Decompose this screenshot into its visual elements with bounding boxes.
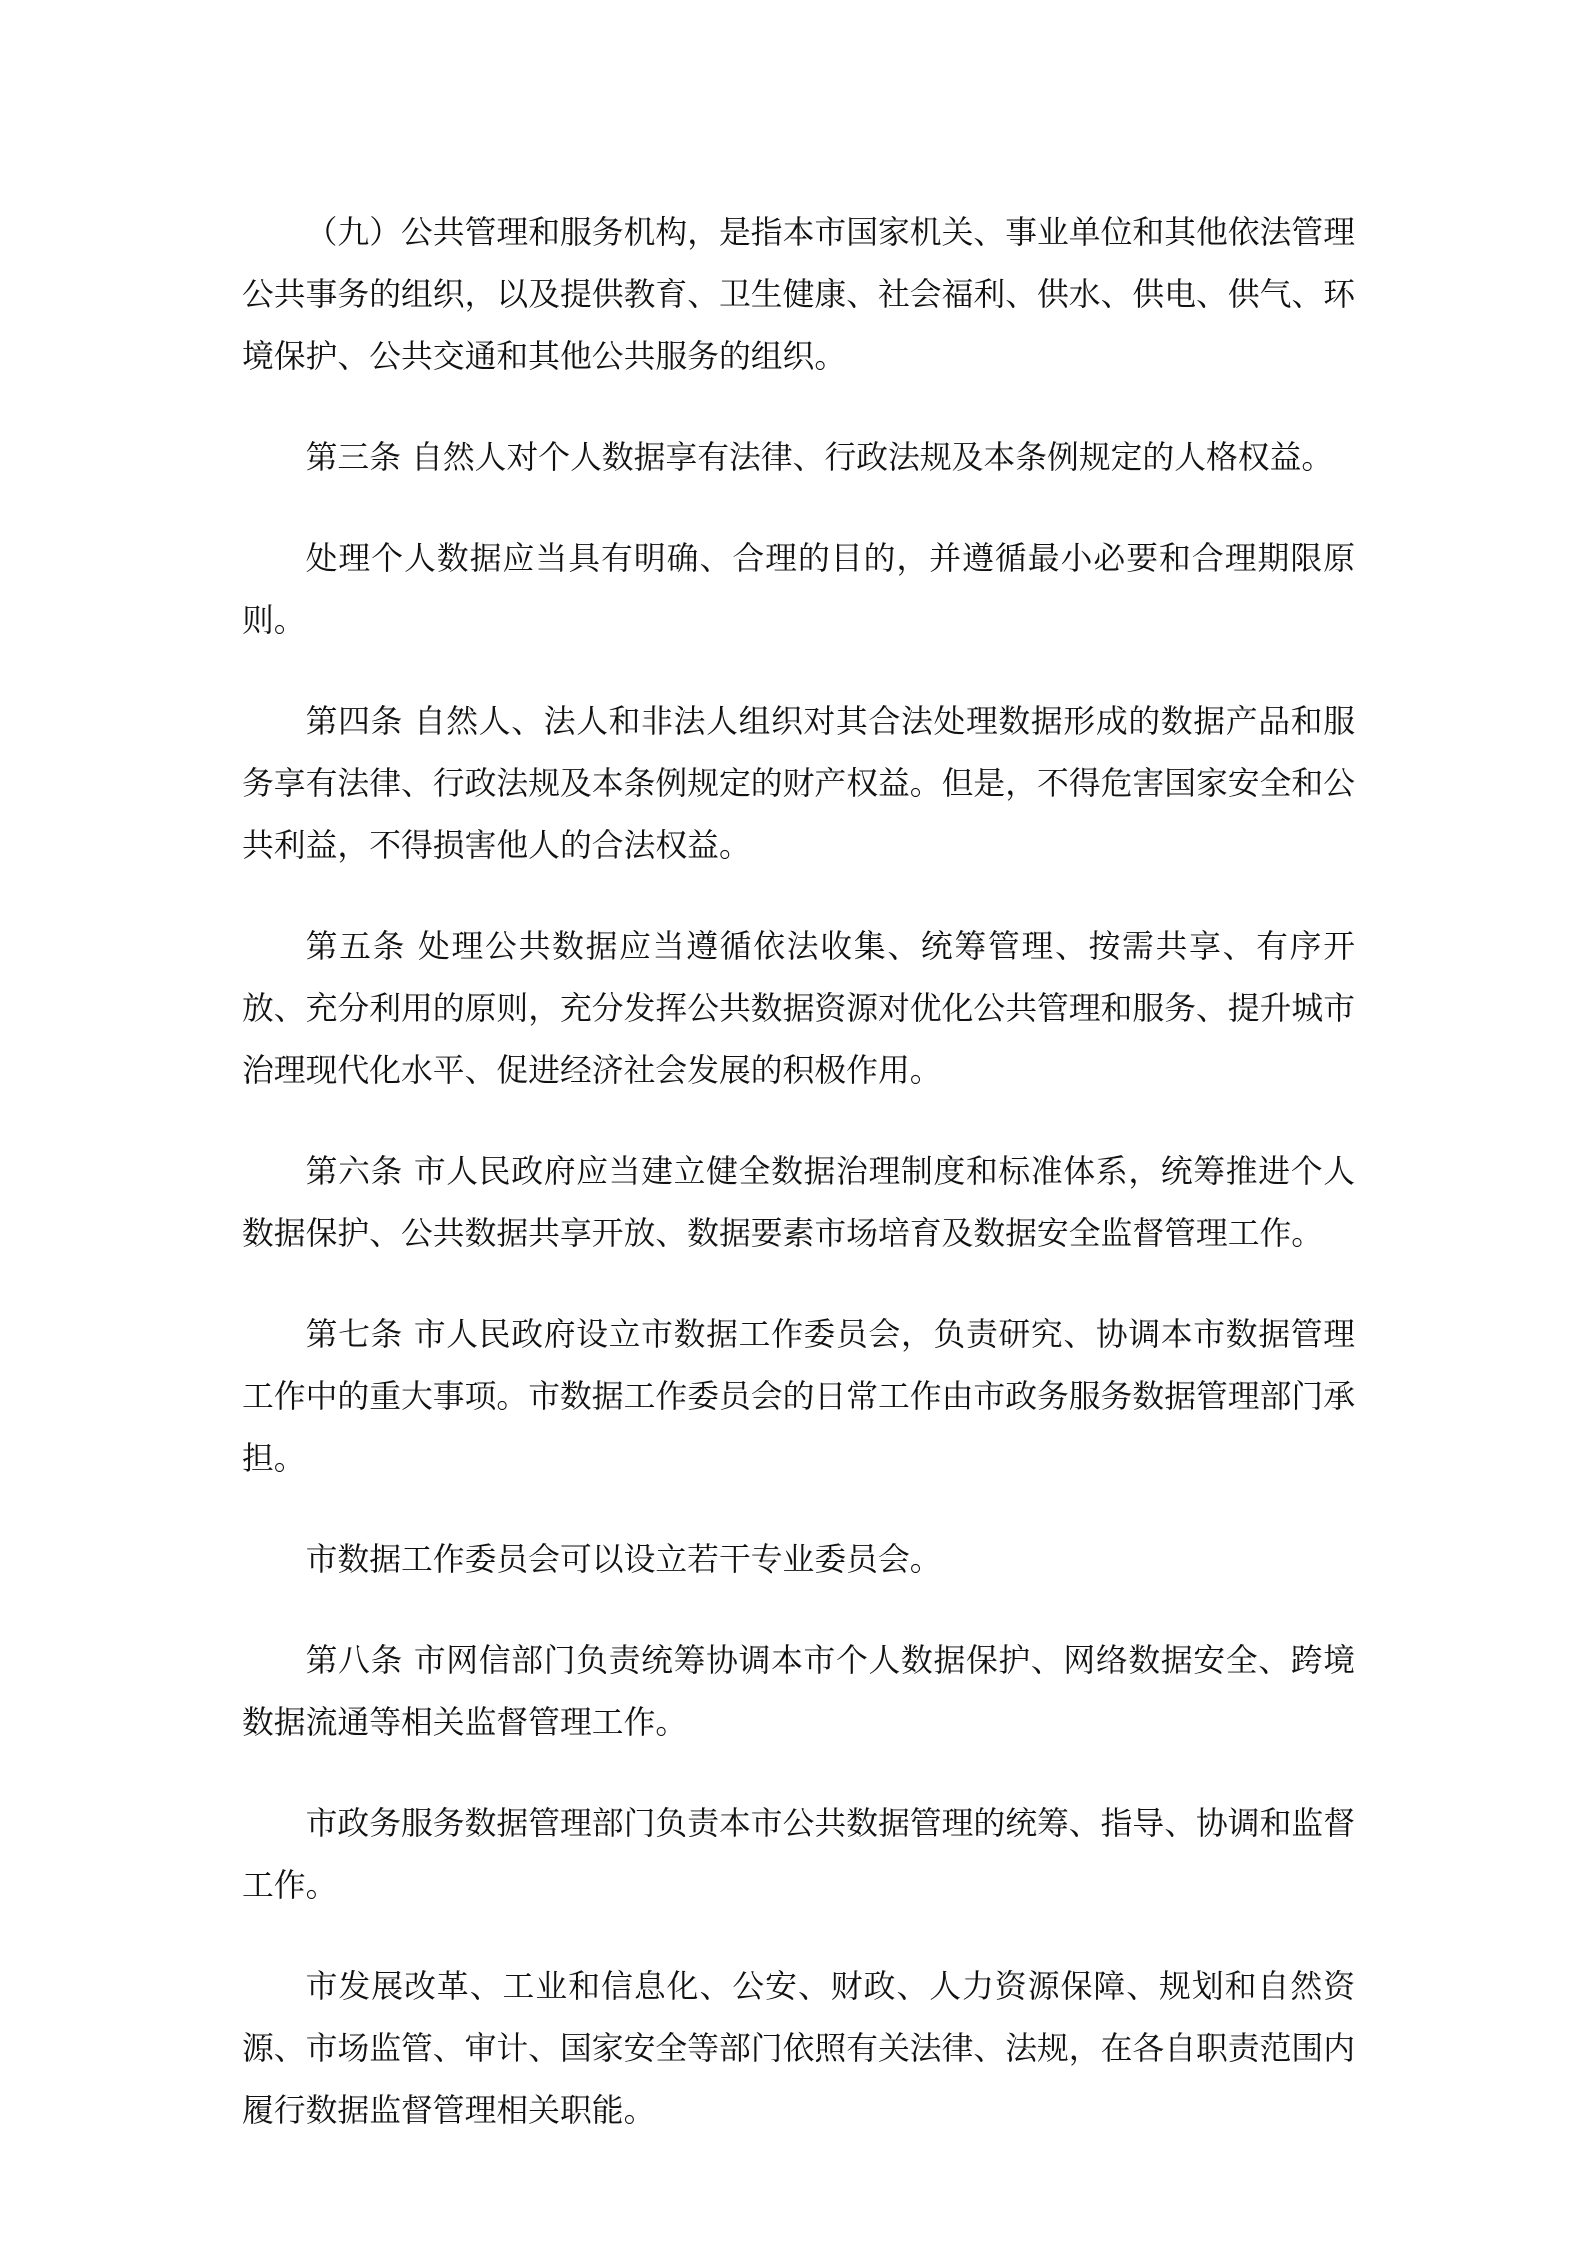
paragraph-definition-9: （九）公共管理和服务机构，是指本市国家机关、事业单位和其他依法管理公共事务的组织，以及提供教育、卫生健康、社会福利、供水、供电、供气、环境保护、公共交通和其他公共服务的组织。 [242, 214, 1355, 375]
paragraph-article-8: 第八条 市网信部门负责统筹协调本市个人数据保护、网络数据安全、跨境数据流通等相关监督管理工作。 [242, 1642, 1355, 1741]
paragraph-article-8-clause-2: 市政务服务数据管理部门负责本市公共数据管理的统筹、指导、协调和监督工作。 [242, 1805, 1355, 1904]
paragraph-article-6: 第六条 市人民政府应当建立健全数据治理制度和标准体系，统筹推进个人数据保护、公共数据共享开放、数据要素市场培育及数据安全监督管理工作。 [242, 1153, 1355, 1252]
paragraph-article-3-clause-2: 处理个人数据应当具有明确、合理的目的，并遵循最小必要和合理期限原则。 [242, 540, 1355, 639]
paragraph-article-7-clause-2: 市数据工作委员会可以设立若干专业委员会。 [305, 1541, 942, 1578]
paragraph-article-8-clause-3: 市发展改革、工业和信息化、公安、财政、人力资源保障、规划和自然资源、市场监管、审计、国家安全等部门依照有关法律、法规，在各自职责范围内履行数据监督管理相关职能。 [242, 1968, 1355, 2129]
paragraph-article-3: 第三条 自然人对个人数据享有法律、行政法规及本条例规定的人格权益。 [305, 439, 1334, 476]
paragraph-article-5: 第五条 处理公共数据应当遵循依法收集、统筹管理、按需共享、有序开放、充分利用的原则，充分发挥公共数据资源对优化公共管理和服务、提升城市治理现代化水平、促进经济社会发展的积极作用。 [242, 928, 1355, 1089]
paragraph-article-7: 第七条 市人民政府设立市数据工作委员会，负责研究、协调本市数据管理工作中的重大事项。市数据工作委员会的日常工作由市政务服务数据管理部门承担。 [242, 1316, 1355, 1477]
paragraph-article-4: 第四条 自然人、法人和非法人组织对其合法处理数据形成的数据产品和服务享有法律、行政法规及本条例规定的财产权益。但是，不得危害国家安全和公共利益，不得损害他人的合法权益。 [242, 703, 1355, 864]
document-body [242, 202, 1355, 2181]
